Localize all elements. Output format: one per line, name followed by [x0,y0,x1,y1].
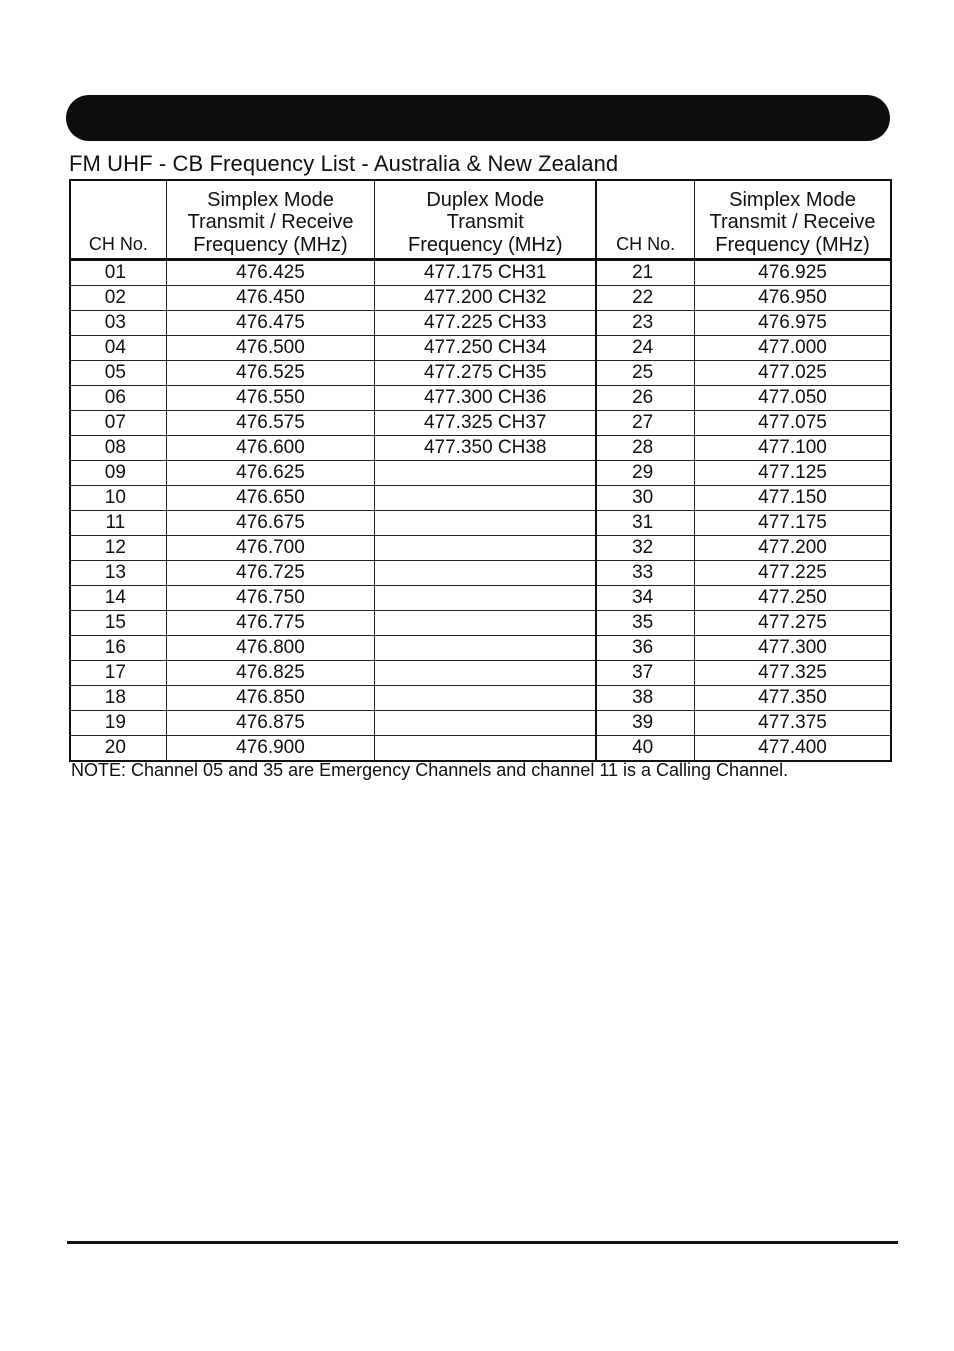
cell-simplex-frequency: 476.625 [166,461,375,486]
cell-ch-no-2: 38 [596,686,694,711]
table-row [70,561,891,586]
cell-simplex-frequency-2: 477.350 [695,686,892,711]
cell-duplex-frequency [375,611,597,636]
cell-simplex-frequency: 476.900 [166,736,375,762]
table-row [70,686,891,711]
cell-simplex-frequency-2: 477.250 [695,586,892,611]
cell-simplex-frequency: 476.750 [166,586,375,611]
cell-duplex-frequency: 477.300 CH36 [375,386,597,411]
cell-ch-no-2: 32 [596,536,694,561]
cell-ch-no-2: 31 [596,511,694,536]
header-simplex-frequency [166,180,375,260]
cell-simplex-frequency: 476.850 [166,686,375,711]
cell-ch-no: 08 [70,436,166,461]
cell-simplex-frequency-2: 477.200 [695,536,892,561]
cell-duplex-frequency [375,686,597,711]
cell-simplex-frequency: 476.450 [166,286,375,311]
cell-ch-no-2: 26 [596,386,694,411]
header-ch-no-2: CH No. [596,180,694,260]
cell-simplex-frequency-2: 477.050 [695,386,892,411]
cell-ch-no-2: 30 [596,486,694,511]
note-text: NOTE: Channel 05 and 35 are Emergency Channels and channel 11 is a Calling Channel. [71,760,789,780]
cell-simplex-frequency: 476.475 [166,311,375,336]
cell-duplex-frequency [375,586,597,611]
cell-simplex-frequency-2: 477.400 [758,737,827,758]
header-line: Transmit / Receive [187,211,354,233]
cell-ch-no-2: 33 [596,561,694,586]
table-row [70,436,891,461]
cell-simplex-frequency: 476.700 [166,536,375,561]
cell-ch-no-2: 27 [596,411,694,436]
table-row [70,286,891,311]
cell-ch-no: 05 [70,361,166,386]
cell-ch-no: 09 [70,461,166,486]
cell-simplex-frequency-2: 477.300 [695,636,892,661]
header-line: Transmit [446,211,524,233]
cell-ch-no: 02 [70,286,166,311]
header-ch-no: CH No. [70,180,166,260]
cell-duplex-frequency: 477.175 CH31 [375,260,597,286]
cell-simplex-frequency-2: 477.025 [695,361,892,386]
header-line: Transmit / Receive [709,211,876,233]
cell-duplex-frequency [375,461,597,486]
page-title: FM UHF - CB Frequency List - Australia & New Zealand [69,151,619,176]
cell-simplex-frequency-2: 477.325 [695,661,892,686]
cell-ch-no: 15 [70,611,166,636]
cell-ch-no: 18 [70,686,166,711]
cell-ch-no: 17 [70,661,166,686]
header-line: Frequency (MHz) [408,233,563,256]
table-row [70,511,891,536]
cell-ch-no-2: 29 [596,461,694,486]
cell-simplex-frequency: 476.550 [166,386,375,411]
footer-rule [67,1241,898,1244]
header-bar [66,95,890,141]
cell-simplex-frequency: 476.875 [166,711,375,736]
cell-ch-no-2: 28 [596,436,694,461]
cell-simplex-frequency-2: 477.150 [695,486,892,511]
cell-ch-no-2: 37 [596,661,694,686]
cell-simplex-frequency-2: 477.100 [695,436,892,461]
cell-ch-no: 10 [70,486,166,511]
header-line: Simplex Mode [729,188,856,211]
table-row [70,336,891,361]
cell-simplex-frequency-2: 477.075 [695,411,892,436]
cell-simplex-frequency: 476.500 [166,336,375,361]
cell-simplex-frequency: 476.600 [166,436,375,461]
cell-duplex-frequency [375,661,597,686]
header-line: Frequency (MHz) [193,233,348,256]
cell-ch-no-2: 34 [596,586,694,611]
cell-duplex-frequency [375,636,597,661]
header-line: Duplex Mode [426,188,545,211]
cell-simplex-frequency: 476.800 [166,636,375,661]
table-row [70,536,891,561]
table-row [70,361,891,386]
cell-simplex-frequency: 476.775 [166,611,375,636]
cell-duplex-frequency [375,561,597,586]
cell-simplex-frequency-2: 477.225 [695,561,892,586]
cell-ch-no-2: 36 [596,636,694,661]
table-row [70,586,891,611]
cell-ch-no: 12 [70,536,166,561]
cell-simplex-frequency-2: 476.975 [695,311,892,336]
cell-ch-no-2: 23 [596,311,694,336]
header-duplex-frequency [375,180,597,260]
cell-duplex-frequency: 477.350 CH38 [375,436,597,461]
table-row [70,711,891,736]
cell-duplex-frequency: 477.275 CH35 [375,361,597,386]
cell-simplex-frequency: 476.725 [166,561,375,586]
cell-duplex-frequency: 477.325 CH37 [375,411,597,436]
cell-simplex-frequency: 476.650 [166,486,375,511]
cell-ch-no: 11 [70,511,166,536]
cell-ch-no-2: 24 [596,336,694,361]
table-row [70,386,891,411]
cell-ch-no-2: 21 [596,260,694,286]
header-line: Frequency (MHz) [715,233,870,256]
cell-ch-no: 04 [70,336,166,361]
cell-duplex-frequency: 477.225 CH33 [375,311,597,336]
table-header-row [70,180,891,260]
cell-ch-no: 16 [70,636,166,661]
cell-duplex-frequency [375,511,597,536]
cell-ch-no: 06 [70,386,166,411]
cell-simplex-frequency: 476.425 [166,260,375,286]
table-row [70,636,891,661]
table-row [70,311,891,336]
table-row [70,661,891,686]
cell-simplex-frequency-2: 477.275 [695,611,892,636]
cell-simplex-frequency: 476.675 [166,511,375,536]
cell-ch-no: 20 [70,736,166,762]
header-simplex-frequency-2 [695,180,892,260]
header-line: Simplex Mode [207,188,334,211]
cell-ch-no: 14 [70,586,166,611]
cell-simplex-frequency-2: 476.950 [695,286,892,311]
frequency-table [69,179,892,762]
cell-ch-no-2: 22 [596,286,694,311]
cell-ch-no: 03 [70,311,166,336]
cell-simplex-frequency-2: 477.175 [695,511,892,536]
table-row [70,461,891,486]
cell-duplex-frequency [375,486,597,511]
cell-ch-no: 01 [70,260,166,286]
cell-simplex-frequency: 476.525 [166,361,375,386]
cell-simplex-frequency-2: 477.375 [695,711,892,736]
cell-ch-no-2: 35 [596,611,694,636]
cell-ch-no: 13 [70,561,166,586]
cell-simplex-frequency: 476.575 [166,411,375,436]
cell-simplex-frequency-2: 476.925 [695,260,892,286]
cell-duplex-frequency: 477.250 CH34 [375,336,597,361]
cell-simplex-frequency-2: 477.125 [695,461,892,486]
table-row [70,486,891,511]
cell-duplex-frequency: 477.200 CH32 [375,286,597,311]
cell-ch-no: 07 [70,411,166,436]
cell-ch-no-2: 25 [596,361,694,386]
table-body [70,260,891,762]
table-row [70,260,891,286]
cell-duplex-frequency [375,711,597,736]
table-row [70,611,891,636]
cell-simplex-frequency: 476.825 [166,661,375,686]
cell-simplex-frequency-2: 477.000 [695,336,892,361]
cell-ch-no-2: 39 [596,711,694,736]
cell-ch-no-2: 40 [596,736,694,762]
cell-ch-no: 19 [70,711,166,736]
cell-duplex-frequency [375,536,597,561]
table-row [70,411,891,436]
